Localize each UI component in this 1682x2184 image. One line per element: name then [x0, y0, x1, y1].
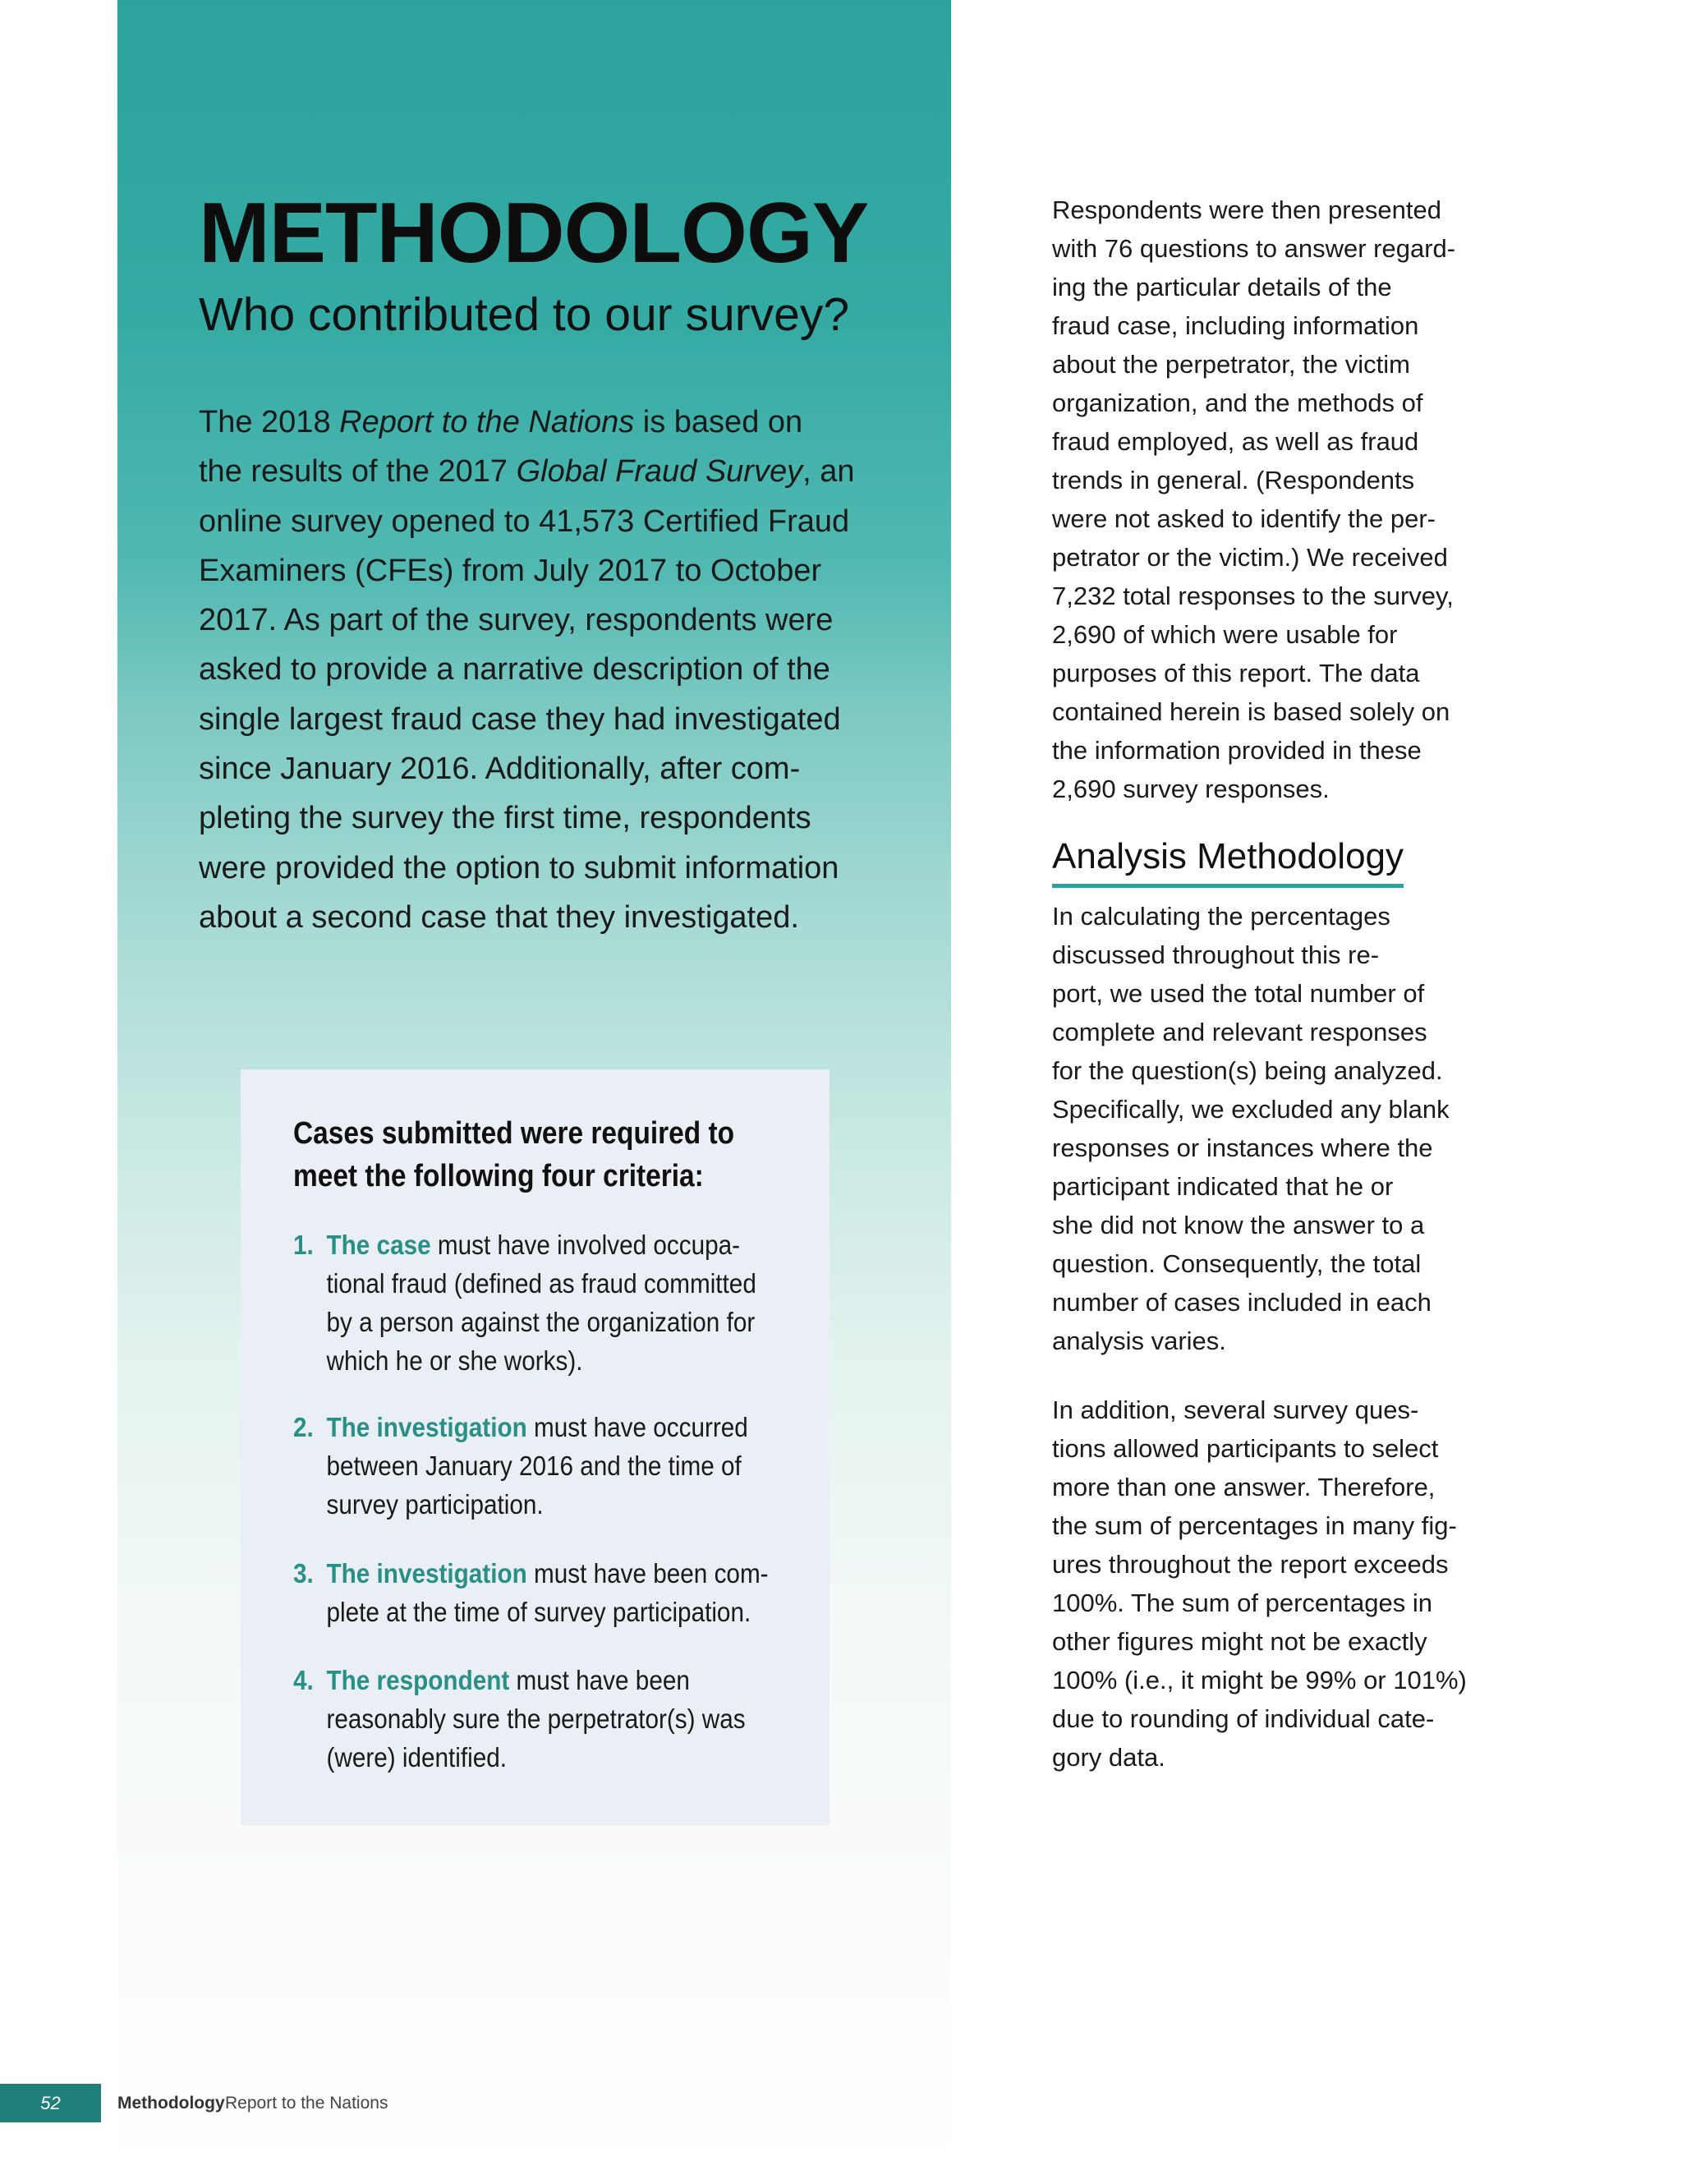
intro-line: the results of the 2017 Global Fraud Survey, an — [199, 454, 855, 490]
criteria-item-investigation-occurred: 2. The investigation must have occurred between January 2016 and the time of survey participation. — [293, 1408, 748, 1524]
intro-line: since January 2016. Additionally, after com- — [199, 752, 801, 787]
criteria-lead: The case — [326, 1230, 431, 1260]
criteria-number: 2. — [293, 1412, 314, 1442]
footer-section-name: Methodology — [117, 2094, 225, 2113]
page-footer — [0, 2084, 657, 2122]
report-title-italic: Report to the Nations — [339, 405, 635, 439]
criteria-heading: Cases submitted were required to meet the following four criteria: — [293, 1116, 735, 1193]
criteria-item-respondent: 4. The respondent must have been reasonably sure the perpetrator(s) was (were) identified. — [293, 1661, 746, 1777]
intro-line: single largest fraud case they had investigated — [199, 701, 841, 737]
criteria-number: 3. — [293, 1558, 314, 1589]
analysis-paragraph: In calculating the percentages discussed throughout this re- port, we used the total number of complete and relevant responses for the question(s) being analyzed. Specifically, we excluded any blank responses or instances where the participant indicated that he or she did not know the answer to a question. Consequently, the total number of cases included in each analysis varies. — [1052, 902, 1450, 1355]
page-number: 52 — [0, 2084, 101, 2122]
page-subtitle: Who contributed to our survey? — [199, 288, 850, 341]
criteria-number: 4. — [293, 1665, 314, 1695]
survey-details-paragraph: Respondents were then presented with 76 questions to answer regard- ing the particular details of the fraud case, including information about the perpetrator, the victim organization, and the methods of fraud employed, as well as fraud trends in general. (Respondents were not asked to identify the per- petrator or the victim.) We received 7,232 total responses to the survey, 2,690 of which were usable for purposes of this report. The data contained herein is based solely on the information provided in these 2,690 survey responses. — [1052, 195, 1456, 803]
criteria-lead: The investigation — [326, 1558, 527, 1589]
criteria-box — [241, 1069, 830, 1825]
intro-paragraph — [199, 398, 897, 942]
intro-line: Examiners (CFEs) from July 2017 to October — [199, 553, 822, 588]
intro-line: 2017. As part of the survey, respondents were — [199, 603, 834, 638]
footer-publication-title: Report to the Nations — [225, 2094, 388, 2113]
criteria-number: 1. — [293, 1230, 314, 1260]
intro-line: The 2018 Report to the Nations is based on — [199, 405, 803, 439]
intro-line: pleting the survey the first time, respondents — [199, 801, 811, 836]
survey-title-italic: Global Fraud Survey — [516, 454, 803, 490]
analysis-methodology-heading: Analysis Methodology — [1052, 835, 1404, 888]
criteria-lead: The respondent — [326, 1665, 510, 1695]
percentages-paragraph: In addition, several survey ques- tions allowed participants to select more than one answer. Therefore, the sum of percentages in many fig- ures throughout the report exceeds 100%. The sum of percentages in other figures might not be exactly 100% (i.e., it might be 99% or 101%) due to rounding of individual cate- gory data. — [1052, 1395, 1467, 1772]
intro-line: about a second case that they investigated. — [199, 899, 799, 935]
intro-line: were provided the option to submit information — [199, 850, 839, 885]
intro-line: online survey opened to 41,573 Certified Fraud — [199, 503, 850, 539]
page-title: METHODOLOGY — [199, 186, 869, 281]
criteria-item-investigation-complete: 3. The investigation must have been com- plete at the time of survey participation. — [293, 1554, 769, 1631]
criteria-item-case: 1. The case must have involved occupa- tional fraud (defined as fraud committed by a person against the organization for which he or she works). — [293, 1225, 756, 1380]
intro-line: asked to provide a narrative description of the — [199, 652, 830, 687]
criteria-lead: The investigation — [326, 1412, 527, 1442]
